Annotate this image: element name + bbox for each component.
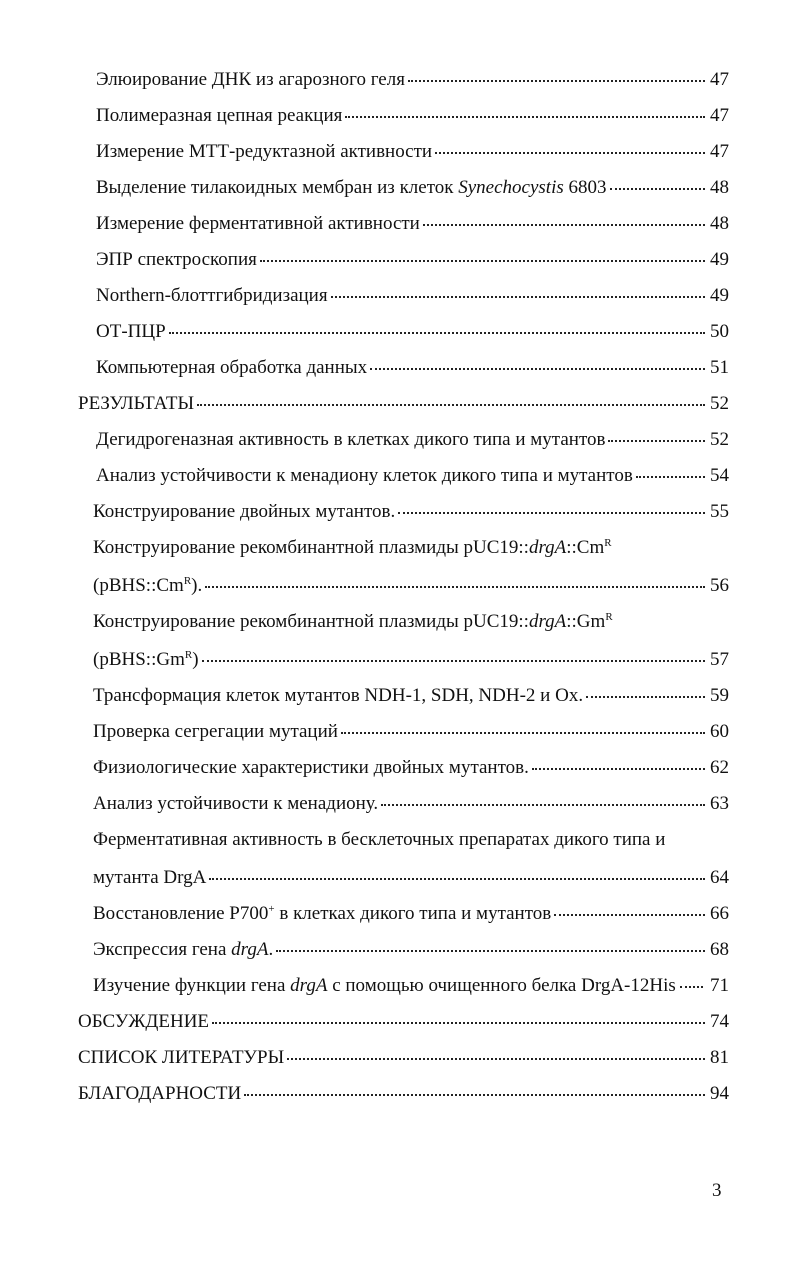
toc-entry-page: 50	[710, 321, 729, 342]
toc-entry[interactable]	[0, 896, 799, 932]
leader-dots	[331, 296, 705, 298]
toc-entry-title	[93, 530, 612, 566]
toc-entry-title	[93, 896, 551, 932]
toc-entry[interactable]	[0, 350, 799, 386]
superscript: R	[604, 537, 612, 549]
leader-dots	[287, 1058, 705, 1060]
toc-entry-page: 71	[710, 975, 729, 996]
toc-section[interactable]	[0, 1004, 799, 1040]
toc-entry-title: Ферментативная активность в бесклеточных препаратах дикого типа и	[93, 829, 666, 850]
toc-entry-page: 57	[710, 649, 729, 670]
toc-entry-page: 66	[710, 903, 729, 924]
leader-dots	[169, 332, 705, 334]
leader-dots	[209, 878, 705, 880]
leader-dots	[408, 80, 705, 82]
toc-section[interactable]	[0, 1076, 799, 1112]
title-part: .	[268, 939, 274, 960]
superscript: R	[183, 575, 192, 587]
toc-section[interactable]	[0, 1040, 799, 1076]
leader-dots	[610, 188, 705, 190]
toc-entry-title: Анализ устойчивости к менадиону.	[93, 793, 379, 814]
toc-section-title: РЕЗУЛЬТАТЫ	[78, 393, 195, 414]
toc-entry[interactable]	[0, 642, 799, 678]
toc-entry-title	[93, 642, 199, 678]
toc-entry-page: 47	[710, 141, 729, 162]
title-part: Выделение тилакоидных мембран из клеток	[96, 177, 459, 198]
leader-dots	[381, 804, 705, 806]
leader-dots	[636, 476, 705, 478]
leader-dots	[680, 986, 703, 988]
title-part: Восстановление P700	[93, 903, 269, 924]
leader-dots	[423, 224, 705, 226]
table-of-contents	[0, 62, 799, 1112]
toc-entry-title: Физиологические характеристики двойных мутантов.	[93, 757, 529, 778]
toc-entry[interactable]	[0, 98, 799, 134]
toc-entry-page: 47	[710, 69, 729, 90]
toc-entry-line[interactable]	[0, 604, 799, 642]
toc-entry-page: 52	[710, 393, 729, 414]
superscript: R	[184, 649, 193, 661]
leader-dots	[205, 586, 705, 588]
toc-entry-title: мутанта DrgA	[93, 867, 207, 888]
title-part: ).	[191, 575, 203, 596]
toc-entry-page: 74	[710, 1011, 729, 1032]
toc-entry[interactable]	[0, 314, 799, 350]
toc-entry[interactable]	[0, 494, 799, 530]
toc-entry-title: Конструирование двойных мутантов.	[93, 501, 396, 522]
title-part: )	[192, 649, 199, 670]
toc-entry[interactable]	[0, 714, 799, 750]
toc-section-title: БЛАГОДАРНОСТИ	[78, 1083, 242, 1104]
title-part: (pBHS::Gm	[93, 649, 185, 670]
leader-dots	[435, 152, 705, 154]
toc-entry[interactable]	[0, 860, 799, 896]
page-number: 3	[712, 1180, 722, 1201]
toc-entry-title: Полимеразная цепная реакция	[96, 105, 343, 126]
toc-entry-page: 47	[710, 105, 729, 126]
toc-entry-title: Компьютерная обработка данных	[96, 357, 368, 378]
toc-entry-page: 56	[710, 575, 729, 596]
toc-entry[interactable]	[0, 278, 799, 314]
toc-entry[interactable]	[0, 134, 799, 170]
leader-dots	[586, 696, 705, 698]
leader-dots	[202, 660, 705, 662]
leader-dots	[260, 260, 705, 262]
toc-entry-page: 51	[710, 357, 729, 378]
leader-dots	[276, 950, 705, 952]
title-part: Конструирование рекомбинантной плазмиды pUC19::	[93, 611, 529, 632]
toc-entry-page: 49	[710, 249, 729, 270]
toc-entry[interactable]	[0, 62, 799, 98]
toc-entry[interactable]	[0, 968, 799, 1004]
toc-entry-page: 48	[710, 213, 729, 234]
toc-entry[interactable]	[0, 458, 799, 494]
toc-entry-title: Измерение ферментативной активности	[96, 213, 420, 234]
title-italic: drgA	[528, 537, 567, 558]
toc-entry-title: ОТ-ПЦР	[96, 321, 166, 342]
title-italic: drgA	[290, 975, 328, 996]
toc-entry-title: Анализ устойчивости к менадиону клеток дикого типа и мутантов	[96, 465, 633, 486]
toc-entry-title	[93, 604, 613, 640]
toc-section-title: СПИСОК ЛИТЕРАТУРЫ	[78, 1047, 285, 1068]
toc-section[interactable]	[0, 386, 799, 422]
toc-entry-page: 48	[710, 177, 729, 198]
toc-entry-title	[93, 968, 676, 1004]
title-italic: drgA	[528, 611, 567, 632]
toc-entry[interactable]	[0, 422, 799, 458]
toc-entry-page: 62	[710, 757, 729, 778]
toc-entry-title: Трансформация клеток мутантов NDH-1, SDH, NDH-2 и Ox.	[93, 685, 584, 706]
title-part: в клетках дикого типа и мутантов	[274, 903, 552, 924]
toc-entry[interactable]	[0, 750, 799, 786]
toc-entry[interactable]	[0, 206, 799, 242]
toc-entry[interactable]	[0, 568, 799, 604]
toc-entry-title	[93, 568, 202, 604]
toc-entry-line[interactable]	[0, 822, 799, 860]
title-part: ::Cm	[566, 537, 605, 558]
toc-entry-title: ЭПР спектроскопия	[96, 249, 257, 270]
leader-dots	[370, 368, 705, 370]
leader-dots	[398, 512, 705, 514]
title-part: (pBHS::Cm	[93, 575, 184, 596]
leader-dots	[532, 768, 705, 770]
leader-dots	[608, 440, 705, 442]
toc-entry-title: Измерение МТТ-редуктазной активности	[96, 141, 433, 162]
superscript: R	[605, 611, 613, 623]
toc-entry-page: 81	[710, 1047, 729, 1068]
title-part: 6803	[563, 177, 607, 198]
toc-entry-page: 63	[710, 793, 729, 814]
toc-entry-page: 94	[710, 1083, 729, 1104]
toc-entry-title: Northern-блоттгибридизация	[96, 285, 328, 306]
leader-dots	[345, 116, 705, 118]
leader-dots	[554, 914, 705, 916]
title-part: Экспрессия гена	[93, 939, 232, 960]
title-part: с помощью очищенного белка DrgA-12His	[327, 975, 676, 996]
toc-entry-title	[93, 932, 273, 968]
toc-entry-title: Дегидрогеназная активность в клетках дикого типа и мутантов	[96, 429, 606, 450]
toc-entry[interactable]	[0, 786, 799, 822]
leader-dots	[212, 1022, 705, 1024]
leader-dots	[197, 404, 705, 406]
toc-entry-title	[96, 170, 607, 206]
toc-entry[interactable]	[0, 932, 799, 968]
toc-entry-page: 68	[710, 939, 729, 960]
toc-section-title: ОБСУЖДЕНИЕ	[78, 1011, 210, 1032]
toc-entry-page: 55	[710, 501, 729, 522]
toc-entry[interactable]	[0, 170, 799, 206]
toc-entry-title: Проверка сегрегации мутаций	[93, 721, 338, 742]
toc-entry-page: 64	[710, 867, 729, 888]
toc-entry[interactable]	[0, 242, 799, 278]
toc-entry-page: 59	[710, 685, 729, 706]
title-part: Изучение функции гена	[93, 975, 291, 996]
toc-entry[interactable]	[0, 678, 799, 714]
toc-entry-page: 52	[710, 429, 729, 450]
toc-entry-line[interactable]	[0, 530, 799, 568]
title-italic: Synechocystis	[458, 177, 564, 198]
toc-entry-title: Элюирование ДНК из агарозного геля	[96, 69, 405, 90]
toc-entry-page: 60	[710, 721, 729, 742]
toc-entry-page: 49	[710, 285, 729, 306]
toc-entry-page: 54	[710, 465, 729, 486]
leader-dots	[244, 1094, 705, 1096]
leader-dots	[341, 732, 705, 734]
title-italic: drgA	[231, 939, 269, 960]
superscript: +	[268, 903, 275, 915]
title-part: ::Gm	[566, 611, 606, 632]
title-part: Конструирование рекомбинантной плазмиды pUC19::	[93, 537, 529, 558]
